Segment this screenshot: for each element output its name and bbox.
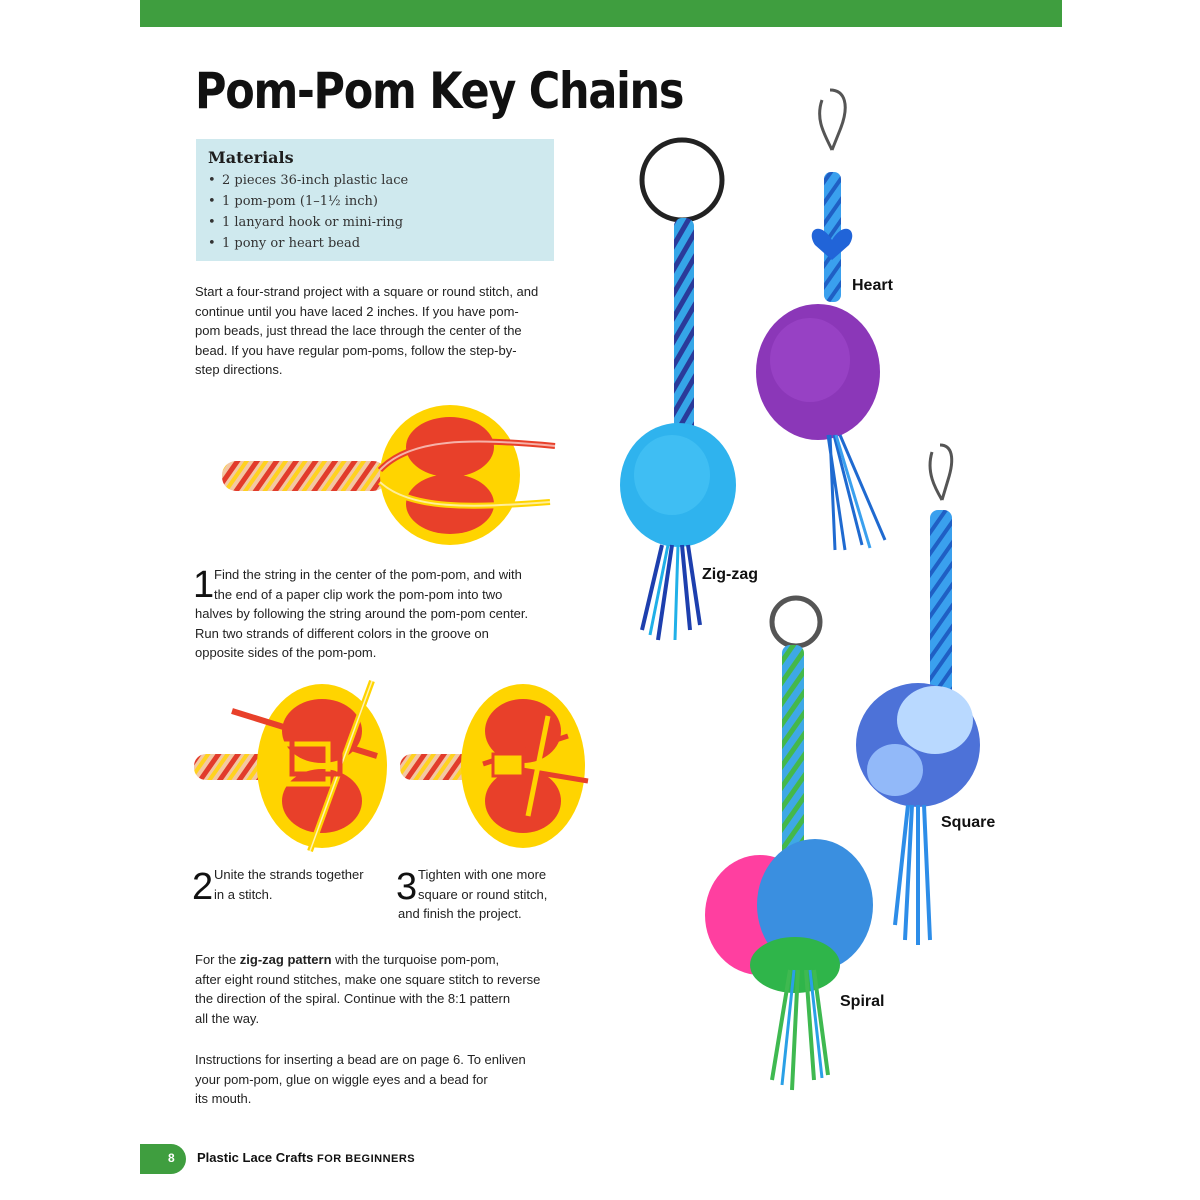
- step1-illustration: [220, 398, 565, 553]
- step-number: 2: [192, 866, 214, 908]
- text-line: bead. If you have regular pom-poms, follow the step-by-: [195, 342, 517, 358]
- text-line: opposite sides of the pom-pom.: [195, 645, 377, 661]
- step1-text-a: [214, 565, 522, 604]
- step3-illustration: [398, 676, 593, 861]
- step2-text: [214, 865, 364, 904]
- text-line: its mouth.: [195, 1091, 252, 1107]
- spiral-keychain: [705, 598, 873, 1090]
- square-keychain: [856, 445, 980, 945]
- materials-heading: Materials: [208, 148, 294, 167]
- step-number: 3: [396, 866, 418, 908]
- materials-item: • 1 lanyard hook or mini-ring: [208, 212, 542, 233]
- materials-item: • 2 pieces 36-inch plastic lace: [208, 170, 542, 191]
- label-spiral: Spiral: [840, 993, 885, 1010]
- text-line: square or round stitch,: [418, 886, 548, 902]
- text-line: the end of a paper clip work the pom-pom into two: [214, 586, 503, 602]
- zigzag-emphasis: zig-zag pattern: [239, 952, 332, 967]
- text-line: and finish the project.: [398, 906, 522, 921]
- page-number: 8: [168, 1151, 175, 1165]
- text-line: Start a four-strand project with a square or round stitch, and: [195, 284, 539, 299]
- footer-book-title: [197, 1150, 415, 1165]
- top-color-bar: [140, 0, 1062, 27]
- text-line: in a stitch.: [214, 886, 273, 902]
- text-line: pom beads, just thread the lace through the center of the: [195, 323, 522, 339]
- zigzag-paragraph: [195, 950, 540, 1028]
- materials-item: • 1 pony or heart bead: [208, 233, 542, 254]
- text-line: Run two strands of different colors in the groove on: [195, 625, 489, 641]
- bead-paragraph: [195, 1050, 526, 1109]
- step3-text-b: [398, 904, 522, 924]
- footer-subtitle: FOR BEGINNERS: [316, 1153, 416, 1165]
- keychains-photo: [600, 80, 1040, 1120]
- text-line: your pom-pom, glue on wiggle eyes and a bead for: [195, 1071, 488, 1087]
- text-line: continue until you have laced 2 inches. If you have pom-: [195, 303, 519, 319]
- label-zigzag: Zig-zag: [702, 566, 758, 583]
- heart-keychain: [756, 90, 885, 550]
- braid-shape: [222, 461, 387, 491]
- text-line: after eight round stitches, make one square stitch to reverse: [195, 971, 541, 987]
- step3-text-a: [418, 865, 547, 904]
- page-title: Pom-Pom Key Chains: [195, 62, 684, 120]
- label-square: Square: [941, 814, 996, 831]
- materials-list: [208, 170, 542, 254]
- text-line: halves by following the string around the pom-pom center.: [195, 606, 529, 621]
- text-run: with the turquoise pom-pom,: [331, 952, 500, 967]
- label-heart: Heart: [852, 277, 893, 294]
- intro-paragraph: [195, 282, 538, 380]
- text-run: For the: [195, 952, 240, 967]
- materials-box: [196, 139, 554, 261]
- text-line: Instructions for inserting a bead are on page 6. To enliven: [195, 1052, 526, 1067]
- footer-page-tab: [140, 1144, 186, 1174]
- footer-title: Plastic Lace Crafts: [197, 1150, 314, 1165]
- materials-item: • 1 pom-pom (1–1½ inch): [208, 191, 542, 212]
- text-line: all the way.: [195, 1010, 260, 1026]
- text-line: the direction of the spiral. Continue with the 8:1 pattern: [195, 991, 511, 1007]
- step1-text-b: [195, 604, 528, 663]
- text-line: Unite the strands together: [214, 867, 364, 882]
- step2-illustration: [192, 676, 392, 861]
- zigzag-keychain: [620, 140, 736, 640]
- step-number: 1: [193, 564, 215, 606]
- text-line: step directions.: [195, 362, 283, 378]
- text-line: Find the string in the center of the pom-pom, and with: [214, 567, 522, 582]
- text-line: Tighten with one more: [418, 867, 547, 882]
